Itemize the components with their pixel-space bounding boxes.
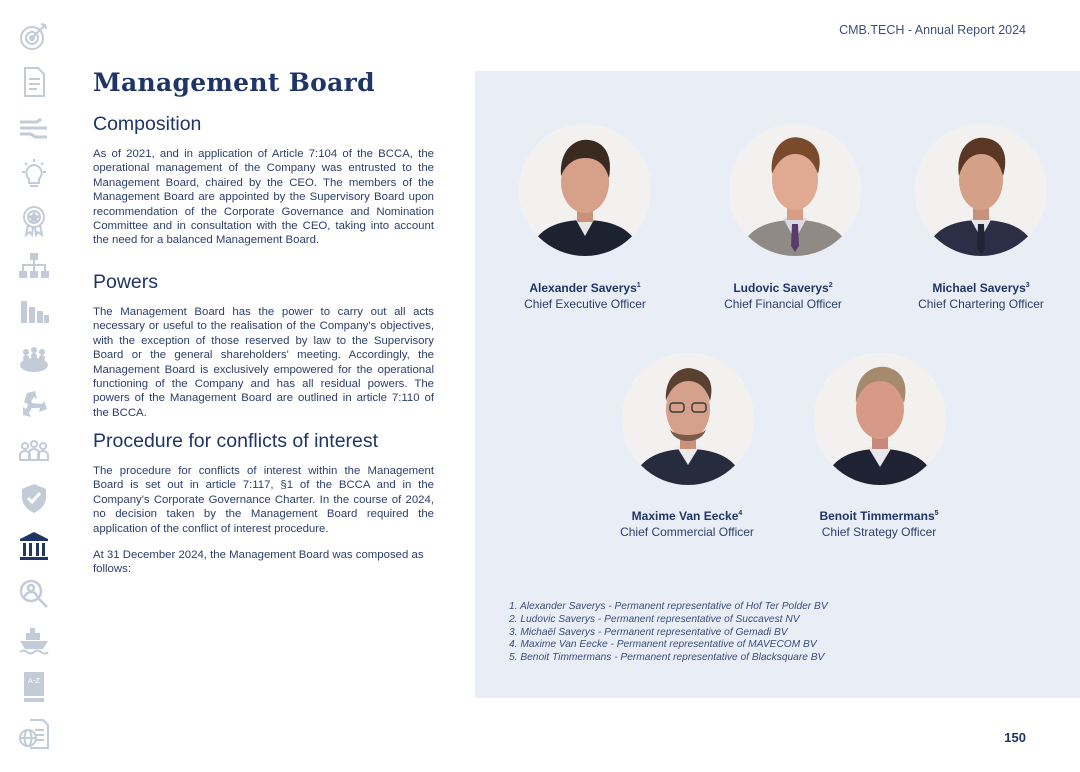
footnote: 4. Maxime Van Eecke - Permanent representative of MAVECOM BV (509, 639, 817, 651)
member-name: Michael Saverys$^3$ (932, 281, 1030, 295)
globe-document-icon[interactable] (14, 716, 54, 752)
recycle-icon[interactable] (14, 386, 54, 422)
strategy-lines-icon[interactable] (14, 110, 54, 146)
document-icon[interactable] (14, 64, 54, 100)
bank-building-icon[interactable] (14, 529, 54, 565)
member-card-maxime-van-eecke (587, 509, 787, 539)
footnote: 1. Alexander Saverys - Permanent representative of Hof Ter Polder BV (509, 601, 828, 612)
footnote: 2. Ludovic Saverys - Permanent representative of Succavest NV (509, 613, 800, 625)
target-icon[interactable] (14, 18, 54, 54)
powers-paragraph: The Management Board has the power to carry out all acts necessary or useful to the realisation of the Company's objectives, with the exception of those reserved by law to the Supervisory Board or the general shareholders' meeting. Accordingly, the Management Board is exclusively empowered for the operational functioning of the Company and has all residual powers. The powers of the Management Board are outlined in article 7:110 of the BCCA. (93, 306, 434, 419)
portrait-michael-saverys (915, 124, 1047, 256)
portrait-maxime-van-eecke (622, 353, 754, 485)
magnifier-person-icon[interactable] (14, 576, 54, 612)
composition-heading: Composition (93, 113, 202, 135)
composition-closing-text: At 31 December 2024, the Management Board was composed as follows: (93, 549, 424, 576)
member-name: Alexander Saverys$^1$ (529, 281, 641, 295)
member-name: Maxime Van Eecke$^4$ (631, 509, 743, 523)
portrait-ludovic-saverys (729, 124, 861, 256)
svg-text:A-Z: A-Z (28, 677, 40, 685)
member-role: Chief Chartering Officer (918, 297, 1044, 311)
conflicts-paragraph: The procedure for conflicts of interest within the Management Board is set out in article 7:117, §1 of the BCCA and in the Company's Corporate Governance Charter. In the course of 2024, no decision taken by the Management Board required the application of the conflict of interest procedure. (93, 465, 434, 535)
member-role: Chief Financial Officer (724, 297, 842, 311)
member-role: Chief Executive Officer (524, 297, 646, 311)
member-name: Ludovic Saverys$^2$ (733, 281, 833, 295)
conflicts-heading: Procedure for conflicts of interest (93, 430, 379, 452)
sidebar-navigation (0, 0, 68, 772)
people-group-icon[interactable] (14, 340, 54, 376)
member-card-ludovic-saverys (683, 281, 883, 311)
bar-chart-icon[interactable] (14, 294, 54, 330)
page-number: 150 (1004, 730, 1026, 745)
team-icon[interactable] (14, 432, 54, 468)
shield-check-icon[interactable] (14, 480, 54, 516)
award-badge-icon[interactable] (14, 202, 54, 238)
member-card-benoit-timmermans (779, 509, 979, 539)
powers-heading: Powers (93, 271, 159, 293)
lightbulb-icon[interactable] (14, 156, 54, 192)
footnote: 5. Benoit Timmermans - Permanent representative of Blacksquare BV (509, 652, 825, 664)
a-z-book-icon[interactable] (14, 669, 54, 705)
page-title: Management Board (93, 68, 375, 97)
portrait-benoit-timmermans (814, 353, 946, 485)
member-name: Benoit Timmermans$^5$ (819, 509, 939, 523)
member-role: Chief Commercial Officer (620, 525, 754, 539)
portrait-alexander-saverys (519, 124, 651, 256)
member-role: Chief Strategy Officer (821, 525, 937, 539)
member-card-michael-saverys (881, 281, 1080, 311)
footnote: 3. Michaël Saverys - Permanent representative of Gemadi BV (509, 626, 788, 638)
report-header: CMB.TECH - Annual Report 2024 (839, 23, 1026, 37)
composition-paragraph: As of 2021, and in application of Article 7:104 of the BCCA, the operational management of the Company was entrusted to the Management Board, chaired by the CEO. The members of the Management Board are appointed by the Supervisory Board upon recommendation of the Corporate Governance and Nomination Committee and in consultation with the CEO, taking into account the need for a balanced Management Board. (93, 148, 434, 247)
member-card-alexander-saverys (485, 281, 685, 311)
org-chart-icon[interactable] (14, 248, 54, 284)
ship-icon[interactable] (14, 622, 54, 658)
footnotes (509, 601, 828, 665)
